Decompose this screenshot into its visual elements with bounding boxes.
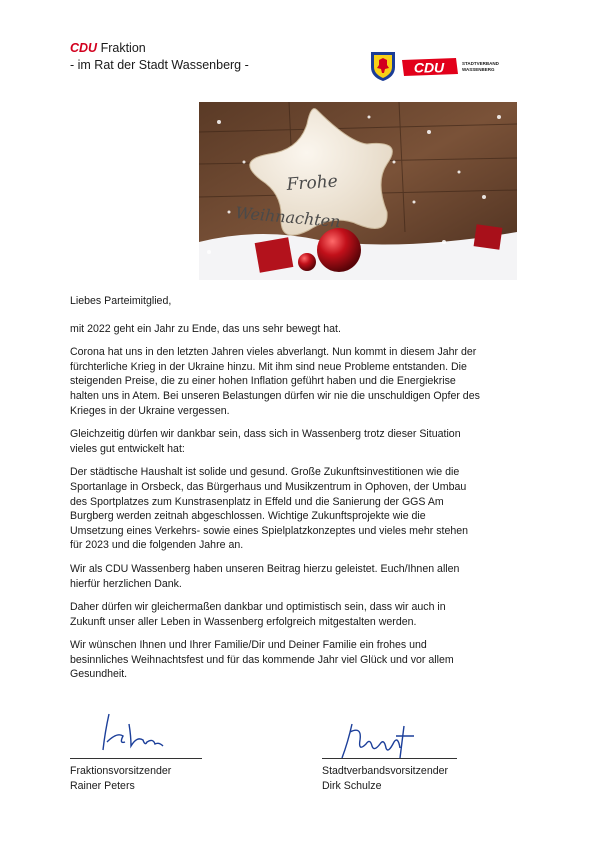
paragraph: Der städtische Haushalt ist solide und gesund. Große Zukunftsinvestitionen wie die Sportanlage in Orsbeck, das Bürgerhaus und Musikzentrum in Ophoven, der Umbau des Sportplatzes zum Kunstrasenplatz in Effeld und die Sanierung der GGS Am Burgberg werden zeitnah abgeschlossen. Wichtige Zukunftsprojekte wie die Umsetzung eines Verkehrs- sowie eines Spielplatzkonzeptes und vieles mehr stehen für 2023 und die folgenden Jahre an. (70, 466, 469, 552)
stadtverband-label (462, 61, 499, 72)
gift-box-right (474, 224, 503, 249)
cdu-stadtverband-logo (370, 50, 499, 84)
signatory-right-title: Stadtverbandsvorsitzender (322, 765, 449, 777)
photo-text-line-1: Frohe (285, 171, 339, 195)
paragraph: mit 2022 geht ein Jahr zu Ende, das uns sehr bewegt hat. (70, 322, 341, 335)
signature-line-right (322, 758, 457, 759)
letterhead-line-2: - im Rat der Stadt Wassenberg - (70, 58, 249, 72)
wassenberg-coat-of-arms-icon (370, 50, 396, 82)
party-name: CDU (70, 41, 98, 55)
paragraph: Daher dürfen wir gleichermaßen dankbar und optimistisch sein, dass wir auch in Zukunft unser aller Leben in Wassenberg erfolgreich mitgestalten werden. (70, 601, 446, 628)
letter-body (70, 294, 480, 691)
signature-line-left (70, 758, 202, 759)
signatory-left-name: Rainer Peters (70, 779, 135, 792)
stadtverband-line-2: WASSENBERG (462, 66, 495, 72)
cdu-wordmark-text: CDU (413, 59, 445, 76)
red-ornament-ball (317, 228, 361, 272)
christmas-photo (199, 102, 517, 280)
photo-text-line-2: Weihnachten (234, 203, 342, 232)
stadtverband-line-1: STADTVERBAND (462, 61, 499, 66)
letterhead (70, 40, 249, 74)
gift-box-left (255, 237, 294, 272)
paragraph: Gleichzeitig dürfen wir dankbar sein, dass sich in Wassenberg trotz dieser Situation vieles gut entwickelt hat: (70, 428, 461, 455)
signatory-right (322, 764, 448, 793)
letterhead-line-1 (70, 40, 249, 57)
signatory-left (70, 764, 171, 793)
signature-right (322, 718, 442, 763)
small-ornament-ball (298, 253, 316, 271)
paragraph: Wir als CDU Wassenberg haben unseren Beitrag hierzu geleistet. Euch/Ihnen allen hierfür herzlichen Dank. (70, 562, 460, 590)
signatory-right-name: Dirk Schulze (322, 779, 382, 792)
cdu-wordmark (400, 56, 460, 78)
fraktion-label: Fraktion (97, 41, 146, 55)
salutation: Liebes Parteimitglied, (70, 295, 172, 307)
paragraph: Wir wünschen Ihnen und Ihrer Familie/Dir und Deiner Familie ein frohes und besinnliches Weihnachtsfest und für das kommende Jahr viel Glück und vor allem Gesundheit. (70, 639, 454, 681)
paragraph: Corona hat uns in den letzten Jahren vieles abverlangt. Nun kommt in diesem Jahr der fürchterliche Krieg in der Ukraine hinzu. Mit ihm sind neue Probleme entstanden. Die steigenden Preise, die zu einer hohen Inflation geführt haben und die Energiekrise halten uns in Atem. Bei unseren Belastungen dürfen wir nie die unschuldigen Opfer des Krieges in der Ukraine vergessen. (70, 346, 480, 417)
signature-left (95, 702, 185, 757)
signatory-left-title: Fraktionsvorsitzender (70, 765, 172, 777)
